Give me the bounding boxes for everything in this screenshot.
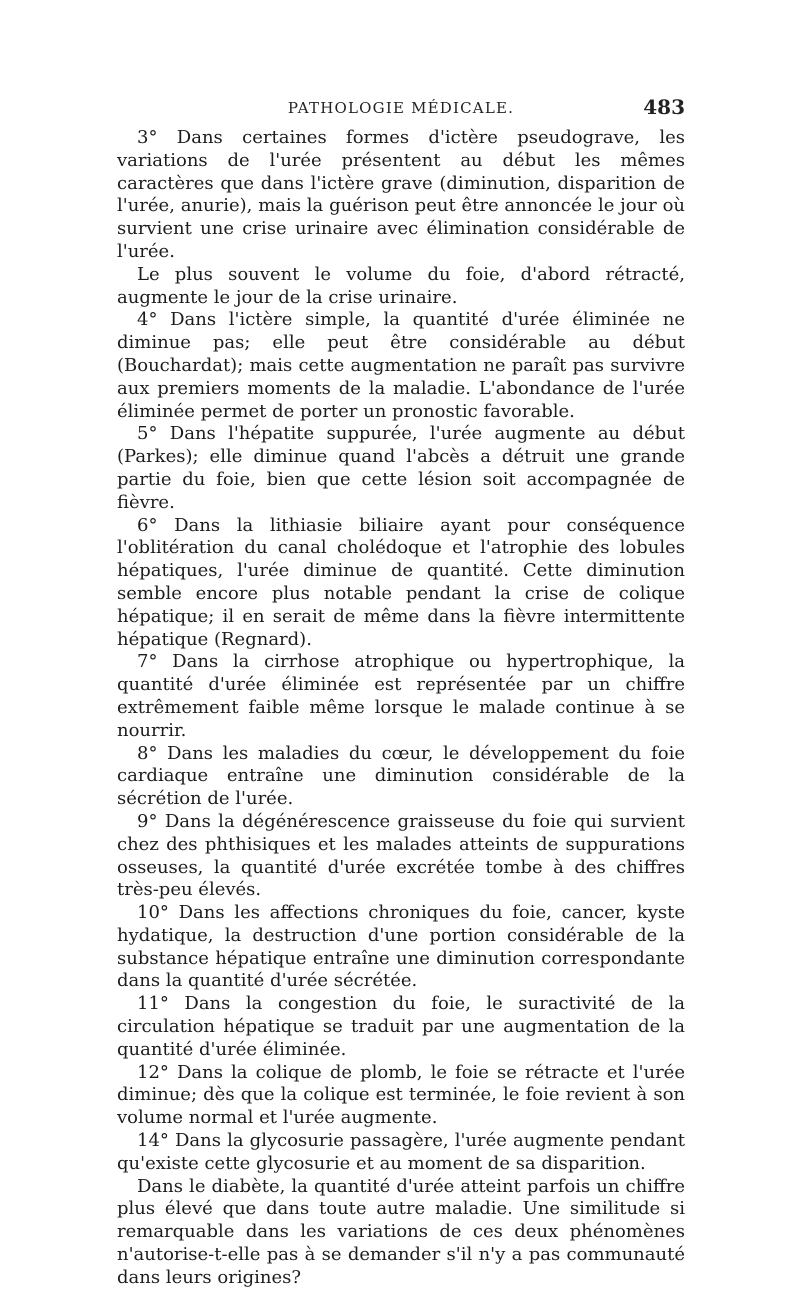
paragraph-7-cirrhose: 7° Dans la cirrhose atrophique ou hypertrophique, la quantité d'urée éliminée est représentée par un chiffre extrêmement faible même lorsque le malade continue à se nourrir. <box>117 651 685 741</box>
paragraph-diabete: Dans le diabète, la quantité d'urée atteint parfois un chiffre plus élevé que dans toute autre maladie. Une similitude si remarquable dans les variations de ces deux phénomènes n'autorise-t-elle pas à se demander s'il n'y a pas communauté dans leurs origines? <box>117 1175 685 1288</box>
running-title: PATHOLOGIE MÉDICALE. <box>287 99 515 117</box>
paragraph-volume-foie: Le plus souvent le volume du foie, d'abord rétracté, augmente le jour de la crise urinaire. <box>117 263 685 308</box>
paragraph-10-affections-chroniques: 10° Dans les affections chroniques du foie, cancer, kyste hydatique, la destruction d'une portion considérable de la substance hépatique entraîne une diminution correspondante dans la quantité d'urée sécrétée. <box>117 902 685 992</box>
running-header <box>117 95 685 125</box>
paragraph-3-ictere-pseudograve: 3° Dans certaines formes d'ictère pseudograve, les variations de l'urée présentent au début les mêmes caractères que dans l'ictère grave (diminution, disparition de l'urée, anurie), mais la guérison peut être annoncée le jour où survient une crise urinaire avec élimination considérable de l'urée. <box>117 127 685 262</box>
page-number: 483 <box>643 95 685 119</box>
paragraph-14-glycosurie: 14° Dans la glycosurie passagère, l'urée augmente pendant qu'existe cette glycosurie et au moment de sa disparition. <box>117 1130 685 1174</box>
paragraph-5-hepatite-suppuree: 5° Dans l'hépatite suppurée, l'urée augmente au début (Parkes); elle diminue quand l'abcès a détruit une grande partie du foie, bien que cette lésion soit accompagnée de fièvre. <box>117 423 685 513</box>
paragraph-4-ictere-simple: 4° Dans l'ictère simple, la quantité d'urée éliminée ne diminue pas; elle peut être considérable au début (Bouchardat); mais cette augmentation ne paraît pas survivre aux premiers moments de la maladie. L'abondance de l'urée éliminée permet de porter un pronostic favorable. <box>117 309 685 422</box>
paragraph-6-lithiasie-biliaire: 6° Dans la lithiasie biliaire ayant pour conséquence l'oblitération du canal cholédoque et l'atrophie des lobules hépatiques, l'urée diminue de quantité. Cette diminution semble encore plus notable pendant la crise de colique hépatique; il en serait de même dans la fièvre intermittente hépatique (Regnard). <box>117 514 685 650</box>
book-page <box>117 95 685 1290</box>
body-text <box>117 127 685 1290</box>
paragraph-9-degenerescence-graisseuse: 9° Dans la dégénérescence graisseuse du foie qui survient chez des phthisiques et les malades atteints de suppurations osseuses, la quantité d'urée excrétée tombe à des chiffres très-peu élevés. <box>117 810 685 901</box>
paragraph-11-congestion-foie: 11° Dans la congestion du foie, le suractivité de la circulation hépatique se traduit par une augmentation de la quantité d'urée éliminée. <box>117 993 685 1060</box>
paragraph-12-colique-plomb: 12° Dans la colique de plomb, le foie se rétracte et l'urée diminue; dès que la colique est terminée, le foie revient à son volume normal et l'urée augmente. <box>117 1061 685 1129</box>
paragraph-8-maladies-coeur: 8° Dans les maladies du cœur, le développement du foie cardiaque entraîne une diminution considérable de la sécrétion de l'urée. <box>117 742 685 810</box>
